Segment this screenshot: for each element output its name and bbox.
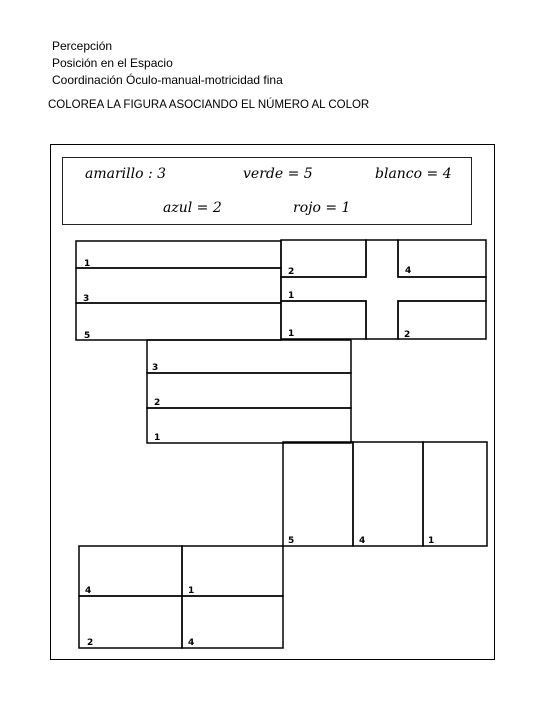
region-a1[interactable] xyxy=(76,241,281,268)
header-line-1: Percepción xyxy=(52,39,113,53)
block-a xyxy=(76,241,281,340)
region-b-cross[interactable] xyxy=(281,240,486,339)
num-c1: 3 xyxy=(152,363,159,373)
region-e4[interactable] xyxy=(182,596,283,648)
region-a3[interactable] xyxy=(76,303,281,340)
num-b2: 4 xyxy=(405,266,412,276)
region-a2[interactable] xyxy=(76,268,281,303)
region-c3[interactable] xyxy=(147,408,351,443)
region-d1[interactable] xyxy=(283,442,353,546)
instruction-text: COLOREA LA FIGURA ASOCIANDO EL NÚMERO AL COLOR xyxy=(48,99,370,111)
num-c2: 2 xyxy=(154,398,161,408)
region-e3[interactable] xyxy=(79,596,182,648)
legend-verde: verde = 5 xyxy=(243,166,313,182)
region-d3[interactable] xyxy=(423,442,487,546)
block-d xyxy=(283,442,487,546)
num-e4: 4 xyxy=(188,638,195,648)
num-e1: 4 xyxy=(85,586,92,596)
region-e1[interactable] xyxy=(79,546,182,596)
num-b3: 1 xyxy=(288,291,295,301)
num-b1: 2 xyxy=(288,267,295,277)
num-a2: 3 xyxy=(83,294,90,304)
num-a1: 1 xyxy=(84,259,91,269)
region-c1[interactable] xyxy=(147,340,351,373)
num-e2: 1 xyxy=(188,586,195,596)
region-d2[interactable] xyxy=(353,442,423,546)
num-d2: 4 xyxy=(359,536,366,546)
block-e xyxy=(79,546,283,648)
legend-rojo: rojo = 1 xyxy=(293,200,351,216)
num-e3: 2 xyxy=(87,638,94,648)
num-c3: 1 xyxy=(154,433,161,443)
block-c xyxy=(147,340,351,443)
region-c2[interactable] xyxy=(147,373,351,408)
region-e2[interactable] xyxy=(182,546,283,596)
header-line-2: Posición en el Espacio xyxy=(52,56,173,70)
num-b5: 2 xyxy=(404,330,411,340)
num-b4: 1 xyxy=(288,329,295,339)
num-d3: 1 xyxy=(428,536,435,546)
legend-blanco: blanco = 4 xyxy=(375,166,452,182)
legend-azul: azul = 2 xyxy=(163,200,222,216)
legend-amarillo: amarillo : 3 xyxy=(85,166,167,182)
header-line-3: Coordinación Óculo-manual-motricidad fina xyxy=(52,73,283,87)
block-b xyxy=(281,240,486,339)
num-a3: 5 xyxy=(84,331,91,341)
region-b4[interactable] xyxy=(398,301,486,339)
num-d1: 5 xyxy=(288,536,295,546)
